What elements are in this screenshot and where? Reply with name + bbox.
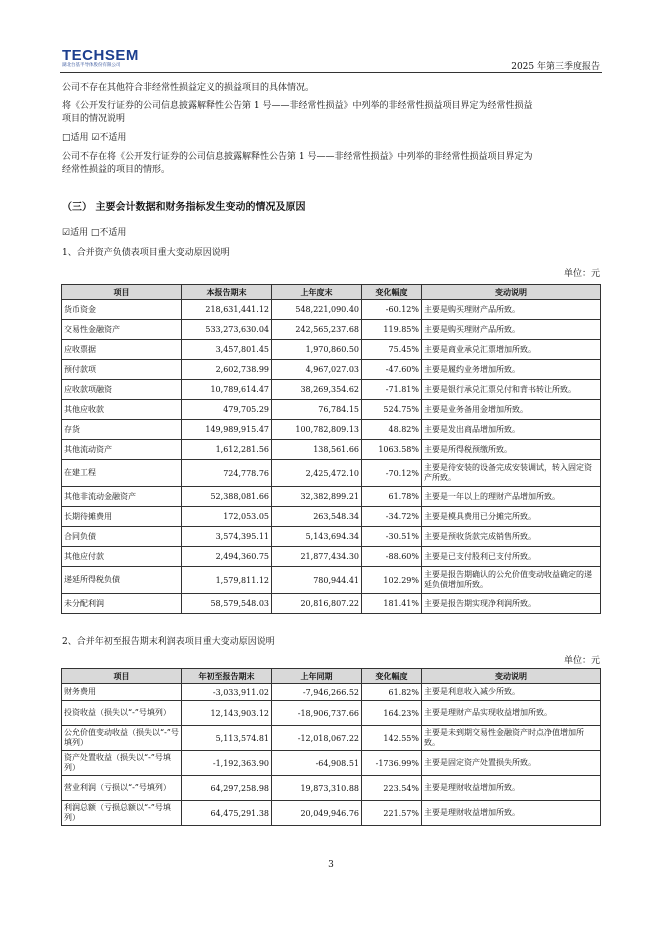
intro-line-6: 经常性损益的项目的情形。	[62, 165, 171, 175]
current-value-cell: 5,113,574.81	[182, 726, 272, 751]
logo-subtitle: 湖北台基半导体股份有限公司	[62, 63, 121, 68]
balance-sheet-table	[61, 284, 601, 614]
prior-value-cell: -18,906,737.66	[272, 701, 362, 726]
table-row	[62, 527, 601, 547]
change-cell: -47.60%	[362, 360, 422, 380]
item-cell: 利润总额（亏损总额以“-”号填列）	[62, 801, 182, 826]
section-title: （三） 主要会计数据和财务指标发生变动的情况及原因	[62, 202, 306, 213]
table-row	[62, 380, 601, 400]
change-cell: -70.12%	[362, 460, 422, 487]
current-value-cell: -3,033,911.02	[182, 684, 272, 701]
explanation-cell: 主要是固定资产处置损失所致。	[422, 751, 601, 776]
explanation-cell: 主要是商业承兑汇票增加所致。	[422, 340, 601, 360]
prior-value-cell: 5,143,694.34	[272, 527, 362, 547]
report-title: 2025 年第三季度报告	[511, 62, 600, 72]
current-value-cell: 3,574,395.11	[182, 527, 272, 547]
change-cell: 119.85%	[362, 320, 422, 340]
item-cell: 财务费用	[62, 684, 182, 701]
change-cell: 181.41%	[362, 594, 422, 614]
explanation-cell: 主要是报告期确认的公允价值变动收益确定的递延负债增加所致。	[422, 567, 601, 594]
prior-value-cell: 780,944.41	[272, 567, 362, 594]
table-row	[62, 594, 601, 614]
change-cell: 223.54%	[362, 776, 422, 801]
item-cell: 预付款项	[62, 360, 182, 380]
item-cell: 投资收益（损失以“-”号填列）	[62, 701, 182, 726]
table-row	[62, 701, 601, 726]
explanation-cell: 主要是报告期实现净利润所致。	[422, 594, 601, 614]
prior-value-cell: 21,877,434.30	[272, 547, 362, 567]
current-value-cell: 172,053.05	[182, 507, 272, 527]
table-row	[62, 360, 601, 380]
column-header: 年初至报告期末	[182, 669, 272, 684]
applicable-checkbox-1: □适用 ☑不适用	[62, 133, 127, 143]
table-row	[62, 460, 601, 487]
table-row	[62, 487, 601, 507]
prior-value-cell: 1,970,860.50	[272, 340, 362, 360]
prior-value-cell: 548,221,090.40	[272, 300, 362, 320]
explanation-cell: 主要是购买理财产品所致。	[422, 320, 601, 340]
change-cell: 221.57%	[362, 801, 422, 826]
table-row	[62, 726, 601, 751]
applicable-checkbox-2: ☑适用 □不适用	[62, 228, 127, 238]
change-cell: -71.81%	[362, 380, 422, 400]
table-row	[62, 751, 601, 776]
prior-value-cell: 20,049,946.76	[272, 801, 362, 826]
column-header: 项目	[62, 669, 182, 684]
unit-label-2: 单位：元	[563, 656, 600, 666]
explanation-cell: 主要是待安装的设备完成安装调试，转入固定资产所致。	[422, 460, 601, 487]
item-cell: 应收票据	[62, 340, 182, 360]
change-cell: -30.51%	[362, 527, 422, 547]
explanation-cell: 主要是所得税预缴所致。	[422, 440, 601, 460]
current-value-cell: 10,789,614.47	[182, 380, 272, 400]
table-row	[62, 507, 601, 527]
item-cell: 公允价值变动收益（损失以“-”号填列）	[62, 726, 182, 751]
prior-value-cell: -64,908.51	[272, 751, 362, 776]
column-header: 变化幅度	[362, 669, 422, 684]
explanation-cell: 主要是未到期交易性金融资产时点净值增加所致。	[422, 726, 601, 751]
company-logo	[62, 48, 142, 69]
item-cell: 资产处置收益（损失以“-”号填列）	[62, 751, 182, 776]
explanation-cell: 主要是履约业务增加所致。	[422, 360, 601, 380]
intro-line-2: 将《公开发行证券的公司信息披露解释性公告第 1 号——非经常性损益》中列举的非经常性损益项目界定为经常性损益	[62, 101, 533, 111]
item-cell: 货币资金	[62, 300, 182, 320]
item-cell: 未分配利润	[62, 594, 182, 614]
change-cell: 524.75%	[362, 400, 422, 420]
current-value-cell: 218,631,441.12	[182, 300, 272, 320]
prior-value-cell: -7,946,266.52	[272, 684, 362, 701]
explanation-cell: 主要是一年以上的理财产品增加所致。	[422, 487, 601, 507]
change-cell: -88.60%	[362, 547, 422, 567]
unit-label-1: 单位：元	[563, 269, 600, 279]
table-row	[62, 567, 601, 594]
income-statement-table	[61, 668, 601, 826]
current-value-cell: 2,602,738.99	[182, 360, 272, 380]
current-value-cell: 1,579,811.12	[182, 567, 272, 594]
current-value-cell: -1,192,363.90	[182, 751, 272, 776]
change-cell: 75.45%	[362, 340, 422, 360]
current-value-cell: 58,579,548.03	[182, 594, 272, 614]
column-header: 变化幅度	[362, 285, 422, 300]
item-cell: 存货	[62, 420, 182, 440]
item-cell: 应收款项融资	[62, 380, 182, 400]
item-cell: 交易性金融资产	[62, 320, 182, 340]
item-cell: 其他流动资产	[62, 440, 182, 460]
table-row	[62, 300, 601, 320]
explanation-cell: 主要是理财产品实现收益增加所致。	[422, 701, 601, 726]
explanation-cell: 主要是发出商品增加所致。	[422, 420, 601, 440]
prior-value-cell: 32,382,899.21	[272, 487, 362, 507]
prior-value-cell: 242,565,237.68	[272, 320, 362, 340]
prior-value-cell: -12,018,067.22	[272, 726, 362, 751]
logo-text: TECHSEM	[62, 47, 139, 64]
table-row	[62, 801, 601, 826]
explanation-cell: 主要是理财收益增加所致。	[422, 801, 601, 826]
explanation-cell: 主要是利息收入减少所致。	[422, 684, 601, 701]
change-cell: 61.78%	[362, 487, 422, 507]
column-header: 项目	[62, 285, 182, 300]
current-value-cell: 2,494,360.75	[182, 547, 272, 567]
prior-value-cell: 19,873,310.88	[272, 776, 362, 801]
intro-line-1: 公司不存在其他符合非经常性损益定义的损益项目的具体情况。	[62, 83, 315, 93]
item-cell: 长期待摊费用	[62, 507, 182, 527]
intro-line-3: 项目的情况说明	[62, 114, 126, 124]
table-row	[62, 340, 601, 360]
page-number: 3	[328, 860, 334, 870]
current-value-cell: 3,457,801.45	[182, 340, 272, 360]
explanation-cell: 主要是理财收益增加所致。	[422, 776, 601, 801]
current-value-cell: 52,388,081.66	[182, 487, 272, 507]
change-cell: 164.23%	[362, 701, 422, 726]
explanation-cell: 主要是预收货款完成销售所致。	[422, 527, 601, 547]
item-cell: 递延所得税负债	[62, 567, 182, 594]
change-cell: 142.55%	[362, 726, 422, 751]
change-cell: 102.29%	[362, 567, 422, 594]
prior-value-cell: 20,816,807.22	[272, 594, 362, 614]
current-value-cell: 64,475,291.38	[182, 801, 272, 826]
change-cell: 1063.58%	[362, 440, 422, 460]
table-row	[62, 400, 601, 420]
prior-value-cell: 100,782,809.13	[272, 420, 362, 440]
prior-value-cell: 138,561.66	[272, 440, 362, 460]
table-row	[62, 420, 601, 440]
change-cell: -34.72%	[362, 507, 422, 527]
change-cell: 61.82%	[362, 684, 422, 701]
table-row	[62, 684, 601, 701]
current-value-cell: 12,143,903.12	[182, 701, 272, 726]
prior-value-cell: 2,425,472.10	[272, 460, 362, 487]
current-value-cell: 1,612,281.56	[182, 440, 272, 460]
item-cell: 其他应付款	[62, 547, 182, 567]
change-cell: -60.12%	[362, 300, 422, 320]
prior-value-cell: 76,784.15	[272, 400, 362, 420]
table-row	[62, 440, 601, 460]
explanation-cell: 主要是模具费用已分摊完所致。	[422, 507, 601, 527]
current-value-cell: 64,297,258.98	[182, 776, 272, 801]
item-cell: 其他非流动金融资产	[62, 487, 182, 507]
explanation-cell: 主要是业务备用金增加所致。	[422, 400, 601, 420]
explanation-cell: 主要是银行承兑汇票兑付和背书转让所致。	[422, 380, 601, 400]
item-cell: 其他应收款	[62, 400, 182, 420]
column-header: 本报告期末	[182, 285, 272, 300]
table-header-row	[62, 669, 601, 684]
change-cell: -1736.99%	[362, 751, 422, 776]
table-row	[62, 320, 601, 340]
prior-value-cell: 4,967,027.03	[272, 360, 362, 380]
intro-line-5: 公司不存在将《公开发行证券的公司信息披露解释性公告第 1 号——非经常性损益》中列举的非经常性损益项目界定为	[62, 152, 533, 162]
column-header: 变动说明	[422, 285, 601, 300]
prior-value-cell: 263,548.34	[272, 507, 362, 527]
item-cell: 合同负债	[62, 527, 182, 547]
prior-value-cell: 38,269,354.62	[272, 380, 362, 400]
column-header: 上年同期	[272, 669, 362, 684]
subsection-1-title: 1、合并资产负债表项目重大变动原因说明	[62, 248, 230, 258]
explanation-cell: 主要是已支付股利已支付所致。	[422, 547, 601, 567]
current-value-cell: 149,989,915.47	[182, 420, 272, 440]
column-header: 上年度末	[272, 285, 362, 300]
current-value-cell: 533,273,630.04	[182, 320, 272, 340]
change-cell: 48.82%	[362, 420, 422, 440]
table-header-row	[62, 285, 601, 300]
column-header: 变动说明	[422, 669, 601, 684]
item-cell: 在建工程	[62, 460, 182, 487]
header-divider	[60, 72, 602, 73]
current-value-cell: 479,705.29	[182, 400, 272, 420]
explanation-cell: 主要是购买理财产品所致。	[422, 300, 601, 320]
table-row	[62, 547, 601, 567]
item-cell: 营业利润（亏损以“-”号填列）	[62, 776, 182, 801]
subsection-2-title: 2、合并年初至报告期末利润表项目重大变动原因说明	[62, 637, 275, 647]
table-row	[62, 776, 601, 801]
current-value-cell: 724,778.76	[182, 460, 272, 487]
